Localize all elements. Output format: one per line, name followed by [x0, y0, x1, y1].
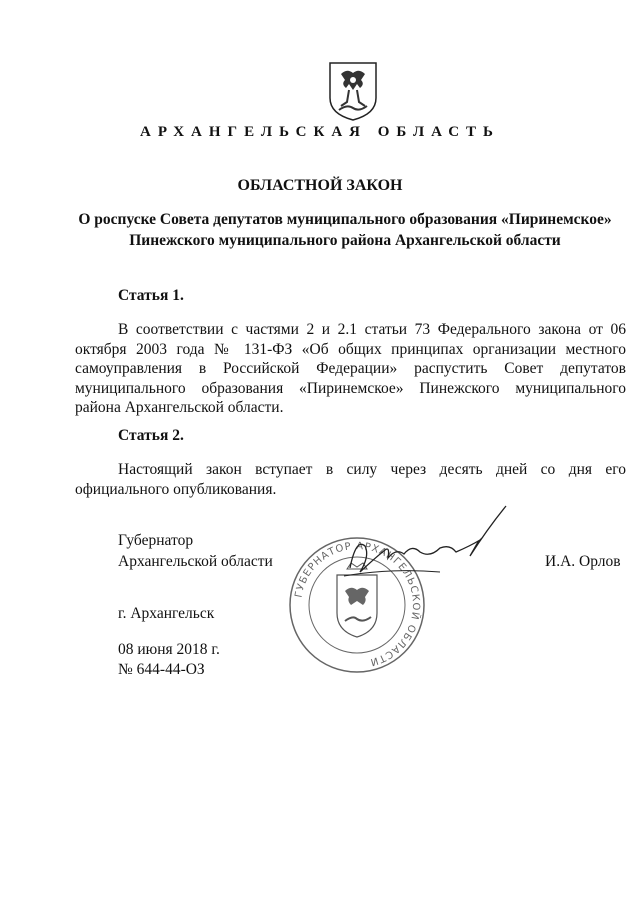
law-title-line-2: Пинежского муниципального района Архангельской области: [129, 232, 561, 249]
date: 08 июня 2018 г.: [118, 641, 220, 658]
article-1-text: В соответствии с частями 2 и 2.1 статьи 73 Федерального закона от 06 октября 2003 года № 131-ФЗ «Об общих принципах организации местного самоуправления в Российской Федерации» распустить Совет депутатов муниципального образования «Пиринемское» Пинежского муниципального района Архангельской области.: [75, 321, 626, 416]
signature: [330, 498, 530, 593]
document-type: ОБЛАСТНОЙ ЗАКОН: [237, 177, 403, 194]
law-title-line-1: О роспуске Совета депутатов муниципального образования «Пиринемское»: [78, 211, 612, 228]
city: г. Архангельск: [118, 605, 215, 622]
governor-name: И.А. Орлов: [545, 553, 621, 570]
region-heading: АРХАНГЕЛЬСКАЯ ОБЛАСТЬ: [140, 124, 500, 140]
article-1-heading: Статья 1.: [118, 287, 184, 304]
article-2-heading: Статья 2.: [118, 427, 184, 444]
governor-title-line-1: Губернатор: [118, 532, 194, 549]
seal-text: ГУБЕРНАТОР АРХАНГЕЛЬСКОЙ ОБЛАСТИ: [293, 540, 422, 668]
coat-of-arms-icon: [327, 60, 379, 122]
law-number: № 644-44-ОЗ: [118, 661, 205, 678]
governor-title-line-2: Архангельской области: [118, 553, 273, 570]
article-2-text: Настоящий закон вступает в силу через десять дней со дня его официального опубликования.: [75, 461, 626, 498]
law-title: [60, 209, 630, 251]
